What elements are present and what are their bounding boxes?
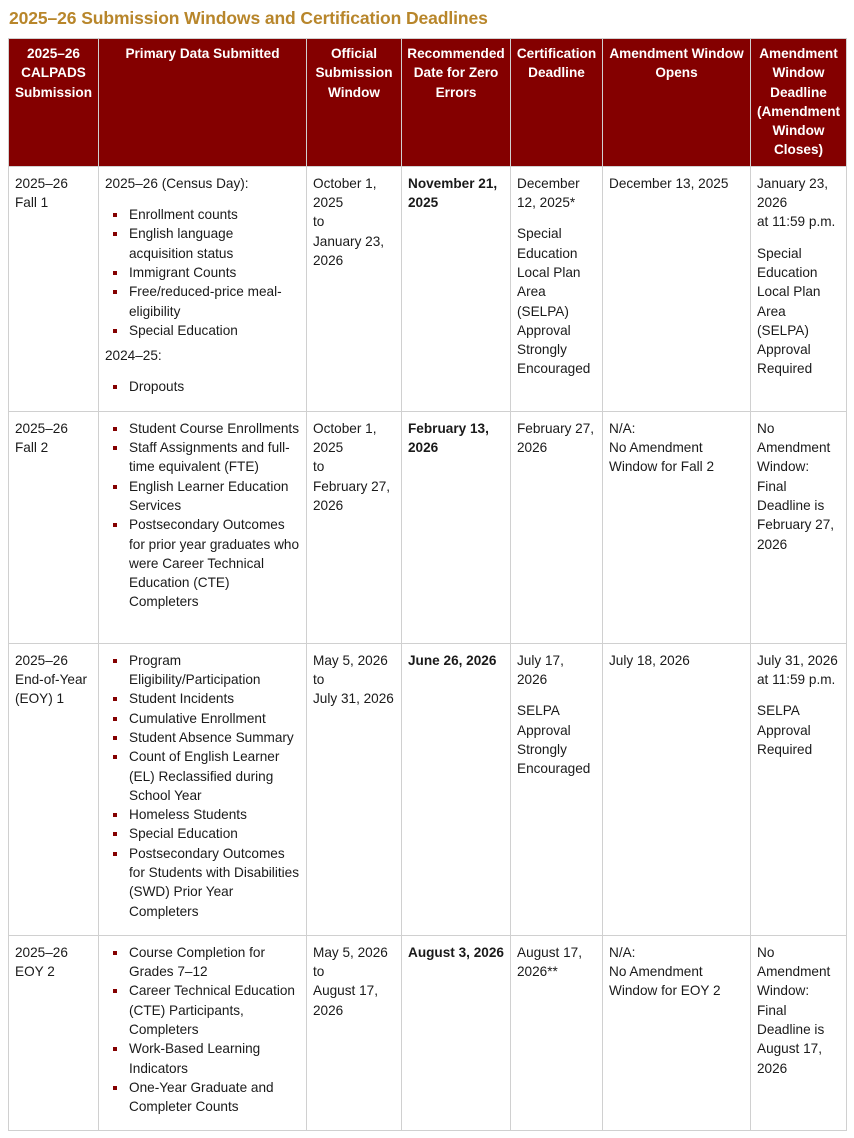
table-row [9, 166, 847, 411]
table-row [9, 935, 847, 1130]
certification-deadline-cell [511, 411, 603, 643]
submission-window-cell [307, 166, 402, 411]
amend-close-date: January 23, 2026 [757, 175, 829, 211]
header-amendment-opens: Amendment Window Opens [603, 39, 751, 167]
table-row [9, 643, 847, 935]
zero-errors-date-cell: February 13, 2026 [402, 411, 511, 643]
amendment-deadline-cell [751, 935, 847, 1130]
header-certification-deadline: Certification Deadline [511, 39, 603, 167]
window-line: to [313, 672, 325, 688]
submission-window-cell [307, 411, 402, 643]
window-line: 2026 [313, 497, 344, 513]
primary-data-cell [99, 935, 307, 1130]
amendment-deadline-cell [751, 411, 847, 643]
submission-year: 2025–26 [15, 652, 68, 668]
amendment-deadline-cell [751, 166, 847, 411]
header-amendment-deadline: Amendment Window Deadline (Amendment Window Closes) [751, 39, 847, 167]
amend-close-time: at 11:59 p.m. [757, 672, 836, 688]
table-row [9, 411, 847, 643]
header-zero-errors-date: Recommended Date for Zero Errors [402, 39, 511, 167]
table-header [9, 39, 847, 167]
submission-name: Fall 1 [15, 195, 49, 211]
cert-date: December 12, 2025* [517, 175, 580, 211]
amend-open-line: N/A: [609, 420, 636, 436]
data-list [105, 377, 300, 396]
cert-note: Special Education Local Plan Area (SELPA) Approval Strongly Encouraged [517, 226, 591, 377]
window-line: May 5, 2026 [313, 944, 388, 960]
list-item: Student Course Enrollments [129, 419, 300, 438]
window-line: to [313, 214, 325, 230]
amendment-opens-cell [603, 643, 751, 935]
window-line: August 17, [313, 983, 378, 999]
window-line: October 1, [313, 175, 377, 191]
data-group-lead: 2024–25: [105, 348, 162, 364]
data-list [105, 651, 300, 921]
amend-open-line: No Amendment Window for EOY 2 [609, 964, 721, 999]
amend-close-note: No Amendment Window: Final Deadline is August 17, 2026 [757, 944, 831, 1076]
list-item: English Learner Education Services [129, 477, 300, 516]
submission-cell [9, 166, 99, 411]
window-line: February 27, [313, 478, 391, 494]
cert-date: February 27, 2026 [517, 420, 595, 456]
zero-errors-date-cell: June 26, 2026 [402, 643, 511, 935]
list-item: Dropouts [129, 377, 300, 396]
list-item: Postsecondary Outcomes for Students with Disabilities (SWD) Prior Year Completers [129, 844, 300, 921]
list-item: Free/reduced-price meal-eligibility [129, 282, 300, 321]
list-item: Special Education [129, 824, 300, 843]
submission-window-cell [307, 935, 402, 1130]
data-list [105, 205, 300, 340]
submission-cell [9, 935, 99, 1130]
primary-data-cell [99, 411, 307, 643]
list-item: One-Year Graduate and Completer Counts [129, 1078, 300, 1117]
cert-date: August 17, 2026** [517, 944, 582, 980]
amend-close-time: at 11:59 p.m. [757, 214, 836, 230]
amend-open-line: December 13, 2025 [609, 175, 729, 191]
list-item: Work-Based Learning Indicators [129, 1039, 300, 1078]
header-submission-window: Official Submission Window [307, 39, 402, 167]
amend-close-note: Special Education Local Plan Area (SELPA) Approval Required [757, 245, 821, 377]
submission-year: 2025–26 [15, 175, 68, 191]
list-item: Enrollment counts [129, 205, 300, 224]
list-item: Student Incidents [129, 689, 300, 708]
list-item: Staff Assignments and full-time equivalent (FTE) [129, 438, 300, 477]
list-item: Cumulative Enrollment [129, 709, 300, 728]
window-line: 2025 [313, 440, 344, 456]
cert-date: July 17, 2026 [517, 652, 564, 688]
window-line: July 31, 2026 [313, 691, 394, 707]
amend-close-note: No Amendment Window: Final Deadline is February 27, 2026 [757, 420, 835, 552]
submission-name: Fall 2 [15, 440, 49, 456]
window-line: to [313, 964, 325, 980]
submission-year: 2025–26 [15, 420, 68, 436]
submission-name: EOY 2 [15, 964, 55, 980]
list-item: English language acquisition status [129, 224, 300, 263]
amendment-opens-cell [603, 411, 751, 643]
certification-deadline-cell [511, 166, 603, 411]
amend-open-line: No Amendment Window for Fall 2 [609, 440, 715, 475]
list-item: Course Completion for Grades 7–12 [129, 943, 300, 982]
window-line: 2026 [313, 1002, 344, 1018]
header-submission: 2025–26 CALPADS Submission [9, 39, 99, 167]
amend-open-line: July 18, 2026 [609, 652, 690, 668]
page-title: 2025–26 Submission Windows and Certification Deadlines [9, 8, 488, 28]
amendment-deadline-cell [751, 643, 847, 935]
list-item: Student Absence Summary [129, 728, 300, 747]
primary-data-cell [99, 166, 307, 411]
header-row [9, 39, 847, 167]
amend-open-line: N/A: [609, 944, 636, 960]
data-list [105, 419, 300, 612]
zero-errors-date-cell: August 3, 2026 [402, 935, 511, 1130]
list-item: Postsecondary Outcomes for prior year graduates who were Career Technical Education (CTE) Completers [129, 515, 300, 611]
list-item: Program Eligibility/Participation [129, 651, 300, 690]
amendment-opens-cell [603, 166, 751, 411]
primary-data-cell [99, 643, 307, 935]
data-group-lead: 2025–26 (Census Day): [105, 175, 249, 191]
list-item: Special Education [129, 321, 300, 340]
list-item: Career Technical Education (CTE) Participants, Completers [129, 981, 300, 1039]
list-item: Homeless Students [129, 805, 300, 824]
submission-window-cell [307, 643, 402, 935]
window-line: 2026 [313, 252, 344, 268]
certification-deadline-cell [511, 935, 603, 1130]
window-line: to [313, 459, 325, 475]
zero-errors-date-cell: November 21, 2025 [402, 166, 511, 411]
cert-note: SELPA Approval Strongly Encouraged [517, 703, 591, 777]
submission-schedule-table [8, 38, 847, 1131]
amend-close-date: July 31, 2026 [757, 652, 838, 668]
submission-year: 2025–26 [15, 944, 68, 960]
certification-deadline-cell [511, 643, 603, 935]
submission-cell [9, 643, 99, 935]
data-list [105, 943, 300, 1117]
list-item: Count of English Learner (EL) Reclassified during School Year [129, 747, 300, 805]
submission-cell [9, 411, 99, 643]
header-primary-data: Primary Data Submitted [99, 39, 307, 167]
window-line: May 5, 2026 [313, 652, 388, 668]
amend-close-note: SELPA Approval Required [757, 703, 813, 757]
window-line: October 1, [313, 420, 377, 436]
window-line: 2025 [313, 195, 344, 211]
window-line: January 23, [313, 233, 385, 249]
submission-name: End-of-Year (EOY) 1 [15, 672, 88, 707]
table-body [9, 166, 847, 1130]
amendment-opens-cell [603, 935, 751, 1130]
list-item: Immigrant Counts [129, 263, 300, 282]
